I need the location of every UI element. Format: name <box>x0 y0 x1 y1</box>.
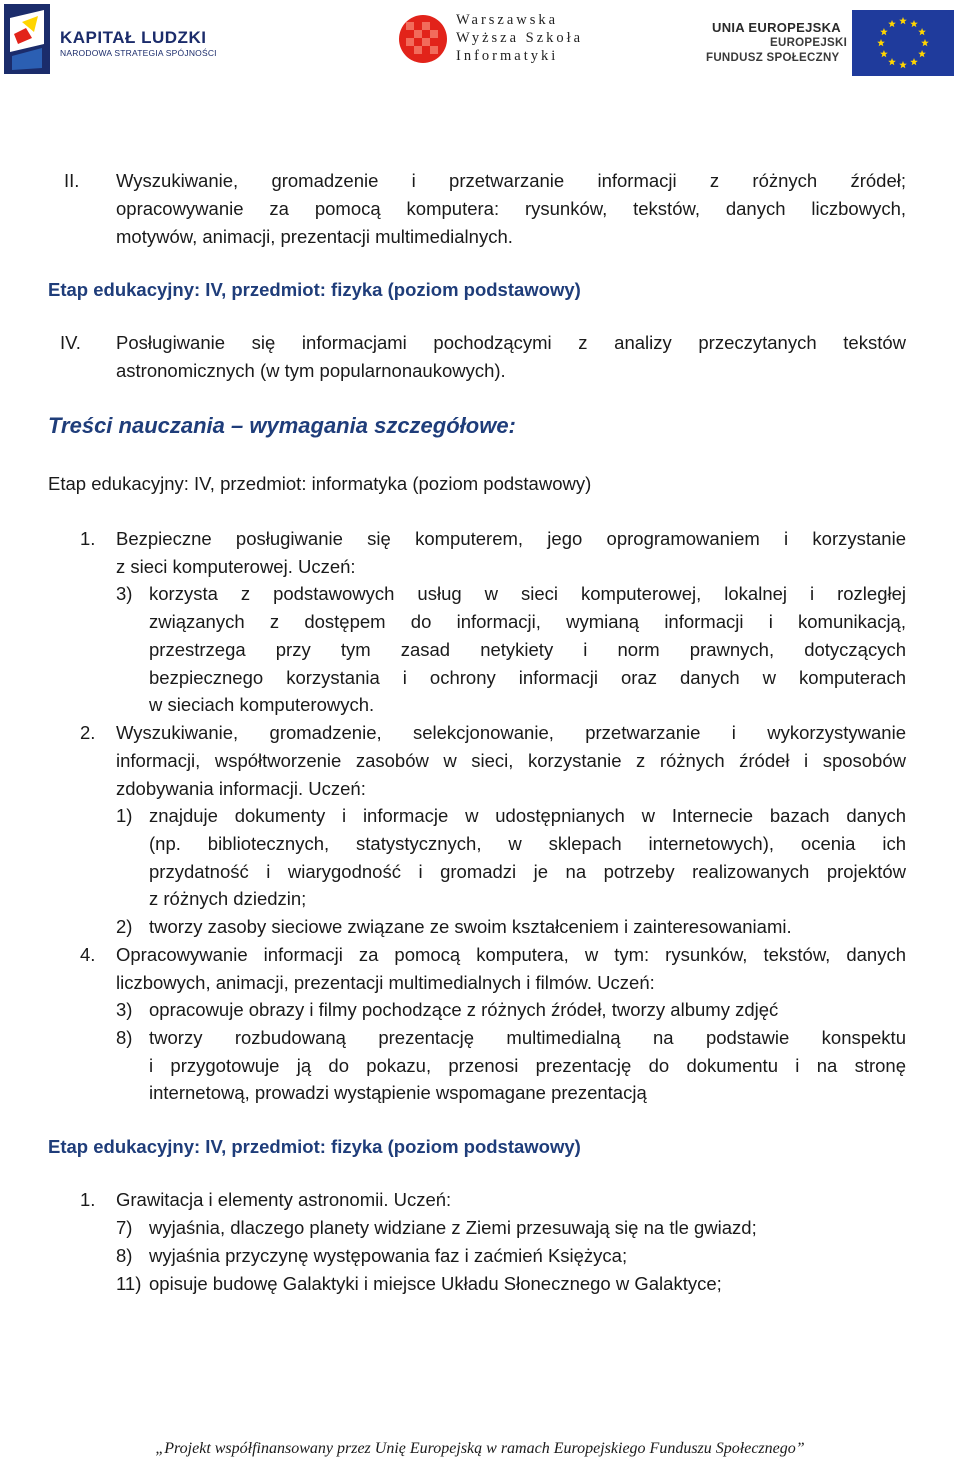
wwsi-logo-icon <box>398 14 448 64</box>
header-logos <box>0 0 960 80</box>
g11-line: opisuje budowę Galaktyki i miejsce Układu Słonecznego w Galaktyce; <box>149 1273 722 1294</box>
p1-s3-line5: w sieciach komputerowych. <box>149 694 375 715</box>
p1-s3-line1: korzysta z podstawowych usług w sieci komputerowej, lokalnej i rozległej <box>149 583 906 604</box>
p2-s2-line: tworzy zasoby sieciowe związane ze swoim kształceniem i zainteresowaniami. <box>149 916 792 937</box>
item-iv-line2: astronomicznych (w tym popularnonaukowych). <box>116 360 506 381</box>
ue-line3: FUNDUSZ SPOŁECZNY <box>706 52 840 64</box>
g1-num: 1. <box>80 1189 96 1210</box>
p4-num: 4. <box>80 944 96 965</box>
kapital-ludzki-logo-icon <box>4 4 50 74</box>
g11-num: 11) <box>116 1273 142 1294</box>
p2-s1-num: 1) <box>116 805 133 826</box>
p4-s8-line2: i przygotowuje ją do pokazu, przenosi prezentację do dokumentu i na stronę <box>149 1055 906 1076</box>
p4-s3-line: opracowuje obrazy i filmy pochodzące z różnych źródeł, tworzy albumy zdjęć <box>149 999 779 1020</box>
p4-s8-num: 8) <box>116 1027 133 1048</box>
etap-fizyka-heading: Etap edukacyjny: IV, przedmiot: fizyka (poziom podstawowy) <box>48 279 581 300</box>
item-roman-iv: IV. <box>60 332 81 353</box>
tresci-heading: Treści nauczania – wymagania szczegółowe: <box>48 413 516 438</box>
p1-s3-line4: bezpiecznego korzystania i ochrony informacji oraz danych w komputerach <box>149 667 906 688</box>
etap-fizyka-heading-2: Etap edukacyjny: IV, przedmiot: fizyka (poziom podstawowy) <box>48 1136 581 1157</box>
ue-line2: EUROPEJSKI <box>770 37 848 49</box>
item-iv-line1: Posługiwanie się informacjami pochodzącymi z analizy przeczytanych tekstów <box>116 332 906 353</box>
p1-line1: Bezpieczne posługiwanie się komputerem, jego oprogramowaniem i korzystanie <box>116 528 906 549</box>
p2-num: 2. <box>80 722 96 743</box>
item-ii-line3: motywów, animacji, prezentacji multimedialnych. <box>116 226 513 247</box>
p2-s1-line3: przydatność i wiarygodność i gromadzi je na potrzeby realizowanych projektów <box>149 861 906 882</box>
p4-line1: Opracowywanie informacji za pomocą komputera, w tym: rysunków, tekstów, danych <box>116 944 906 965</box>
wwsi-line1: Warszawska <box>456 12 559 28</box>
p1-s3-line3: przestrzega przy tym zasad netykiety i norm prawnych, dotyczących <box>149 639 906 660</box>
p1-s3-line2: związanych z dostępem do informacji, wymianą informacji i komunikacją, <box>149 611 906 632</box>
p2-s1-line2: (np. bibliotecznych, statystycznych, w sklepach internetowych), ocenia ich <box>149 833 906 854</box>
kapital-title: KAPITAŁ LUDZKI <box>60 28 207 47</box>
item-ii-line1: Wyszukiwanie, gromadzenie i przetwarzanie informacji z różnych źródeł; <box>116 170 906 191</box>
p4-s8-line3: internetową, prowadzi wystąpienie wspomagane prezentacją <box>149 1082 647 1103</box>
eu-flag-icon <box>852 10 954 76</box>
p4-s3-num: 3) <box>116 999 133 1020</box>
p1-line2: z sieci komputerowej. Uczeń: <box>116 556 356 577</box>
item-roman-ii: II. <box>64 170 80 191</box>
g8-line: wyjaśnia przyczynę występowania faz i zaćmień Księżyca; <box>149 1245 628 1266</box>
p2-line3: zdobywania informacji. Uczeń: <box>116 778 366 799</box>
p1-s3-num: 3) <box>116 583 133 604</box>
p2-s2-num: 2) <box>116 916 133 937</box>
wwsi-line3: Informatyki <box>456 48 559 64</box>
g8-num: 8) <box>116 1245 133 1266</box>
g7-line: wyjaśnia, dlaczego planety widziane z Ziemi przesuwają się na tle gwiazd; <box>149 1217 757 1238</box>
p1-num: 1. <box>80 528 96 549</box>
footer-text: „Projekt współfinansowany przez Unię Europejską w ramach Europejskiego Funduszu Społecznego” <box>155 1440 805 1457</box>
g1-line: Grawitacja i elementy astronomii. Uczeń: <box>116 1189 452 1210</box>
kapital-subtitle: NARODOWA STRATEGIA SPÓJNOŚCI <box>60 48 217 58</box>
item-ii-line2: opracowywanie za pomocą komputera: rysunków, tekstów, danych liczbowych, <box>116 198 906 219</box>
ue-line1: UNIA EUROPEJSKA <box>712 20 841 35</box>
g7-num: 7) <box>116 1217 133 1238</box>
p4-s8-line1: tworzy rozbudowaną prezentację multimedialną na podstawie konspektu <box>149 1027 906 1048</box>
p4-line2: liczbowych, animacji, prezentacji multimedialnych i filmów. Uczeń: <box>116 972 655 993</box>
p2-s1-line4: z różnych dziedzin; <box>149 888 307 909</box>
p2-s1-line1: znajduje dokumenty i informacje w udostępnianych w Internecie bazach danych <box>149 805 906 826</box>
etap-informatyka-heading: Etap edukacyjny: IV, przedmiot: informatyka (poziom podstawowy) <box>48 473 592 494</box>
wwsi-line2: Wyższa Szkoła <box>456 30 584 46</box>
p2-line2: informacji, współtworzenie zasobów w sieci, korzystanie z różnych źródeł i sposobów <box>116 750 906 771</box>
p2-line1: Wyszukiwanie, gromadzenie, selekcjonowanie, przetwarzanie i wykorzystywanie <box>116 722 906 743</box>
